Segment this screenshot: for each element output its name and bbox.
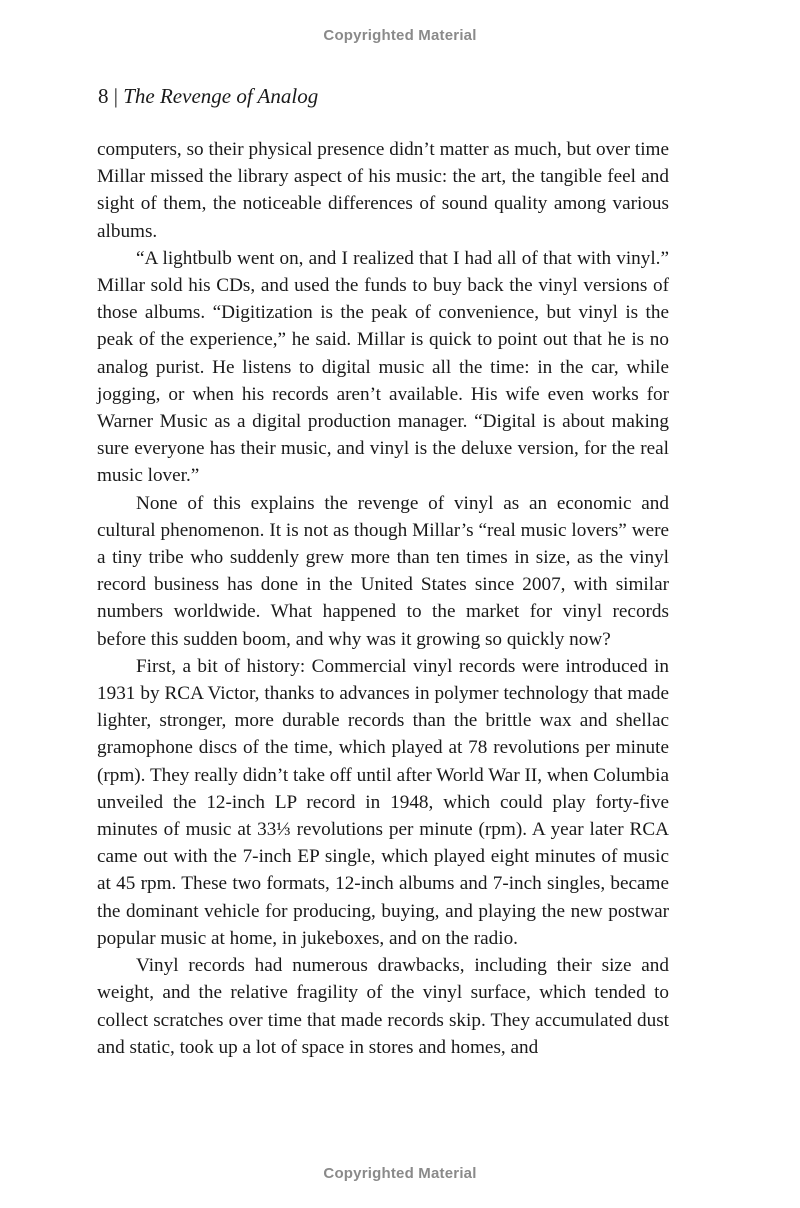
copyright-watermark-top: Copyrighted Material xyxy=(323,27,477,44)
copyright-watermark-bottom: Copyrighted Material xyxy=(323,1165,477,1182)
page-number: 8 xyxy=(98,84,109,108)
book-title: The Revenge of Analog xyxy=(123,84,319,108)
running-head-separator: | xyxy=(113,84,118,108)
running-head xyxy=(98,84,318,109)
paragraph-2: “A lightbulb went on, and I realized that I had all of that with vinyl.” Millar sold his CDs, and used the funds to buy back the vinyl versions of those albums. “Digitization is the peak of convenience, but vinyl is the peak of the experience,” he said. Millar is quick to point out that he is no analog purist. He listens to digital music all the time: in the car, while jogging, or when his records aren’t available. His wife even works for Warner Music as a digital production manager. “Digital is about making sure everyone has their music, and vinyl is the deluxe version, for the real music lover.” xyxy=(97,247,669,487)
paragraph-4: First, a bit of history: Commercial vinyl records were introduced in 1931 by RCA Victor, thanks to advances in polymer technology that made lighter, stronger, more durable records than the brittle wax and shellac gramophone discs of the time, which played at 78 revolutions per minute (rpm). They really didn’t take off until after World War II, when Columbia unveiled the 12-inch LP record in 1948, which could play forty-five minutes of music at 33⅓ revolutions per minute (rpm). A year later RCA came out with the 7-inch EP single, which played eight minutes of music at 45 rpm. These two formats, 12-inch albums and 7-inch singles, became the dominant vehicle for producing, buying, and playing the new postwar popular music at home, in jukeboxes, and on the radio. xyxy=(97,655,669,949)
body-text xyxy=(97,136,669,1061)
paragraph-1: computers, so their physical presence didn’t matter as much, but over time Millar missed the library aspect of his music: the art, the tangible feel and sight of them, the noticeable differences of sound quality among various albums. xyxy=(97,139,669,242)
paragraph-3: None of this explains the revenge of vinyl as an economic and cultural phenomenon. It is not as though Millar’s “real music lovers” were a tiny tribe who suddenly grew more than ten times in size, as the vinyl record business has done in the United States since 2007, with similar numbers worldwide. What happened to the market for vinyl records before this sudden boom, and why was it growing so quickly now? xyxy=(97,492,669,650)
paragraph-5: Vinyl records had numerous drawbacks, including their size and weight, and the relative fragility of the vinyl surface, which tended to collect scratches over time that made records skip. They accumulated dust and static, took up a lot of space in stores and homes, and xyxy=(97,955,669,1058)
